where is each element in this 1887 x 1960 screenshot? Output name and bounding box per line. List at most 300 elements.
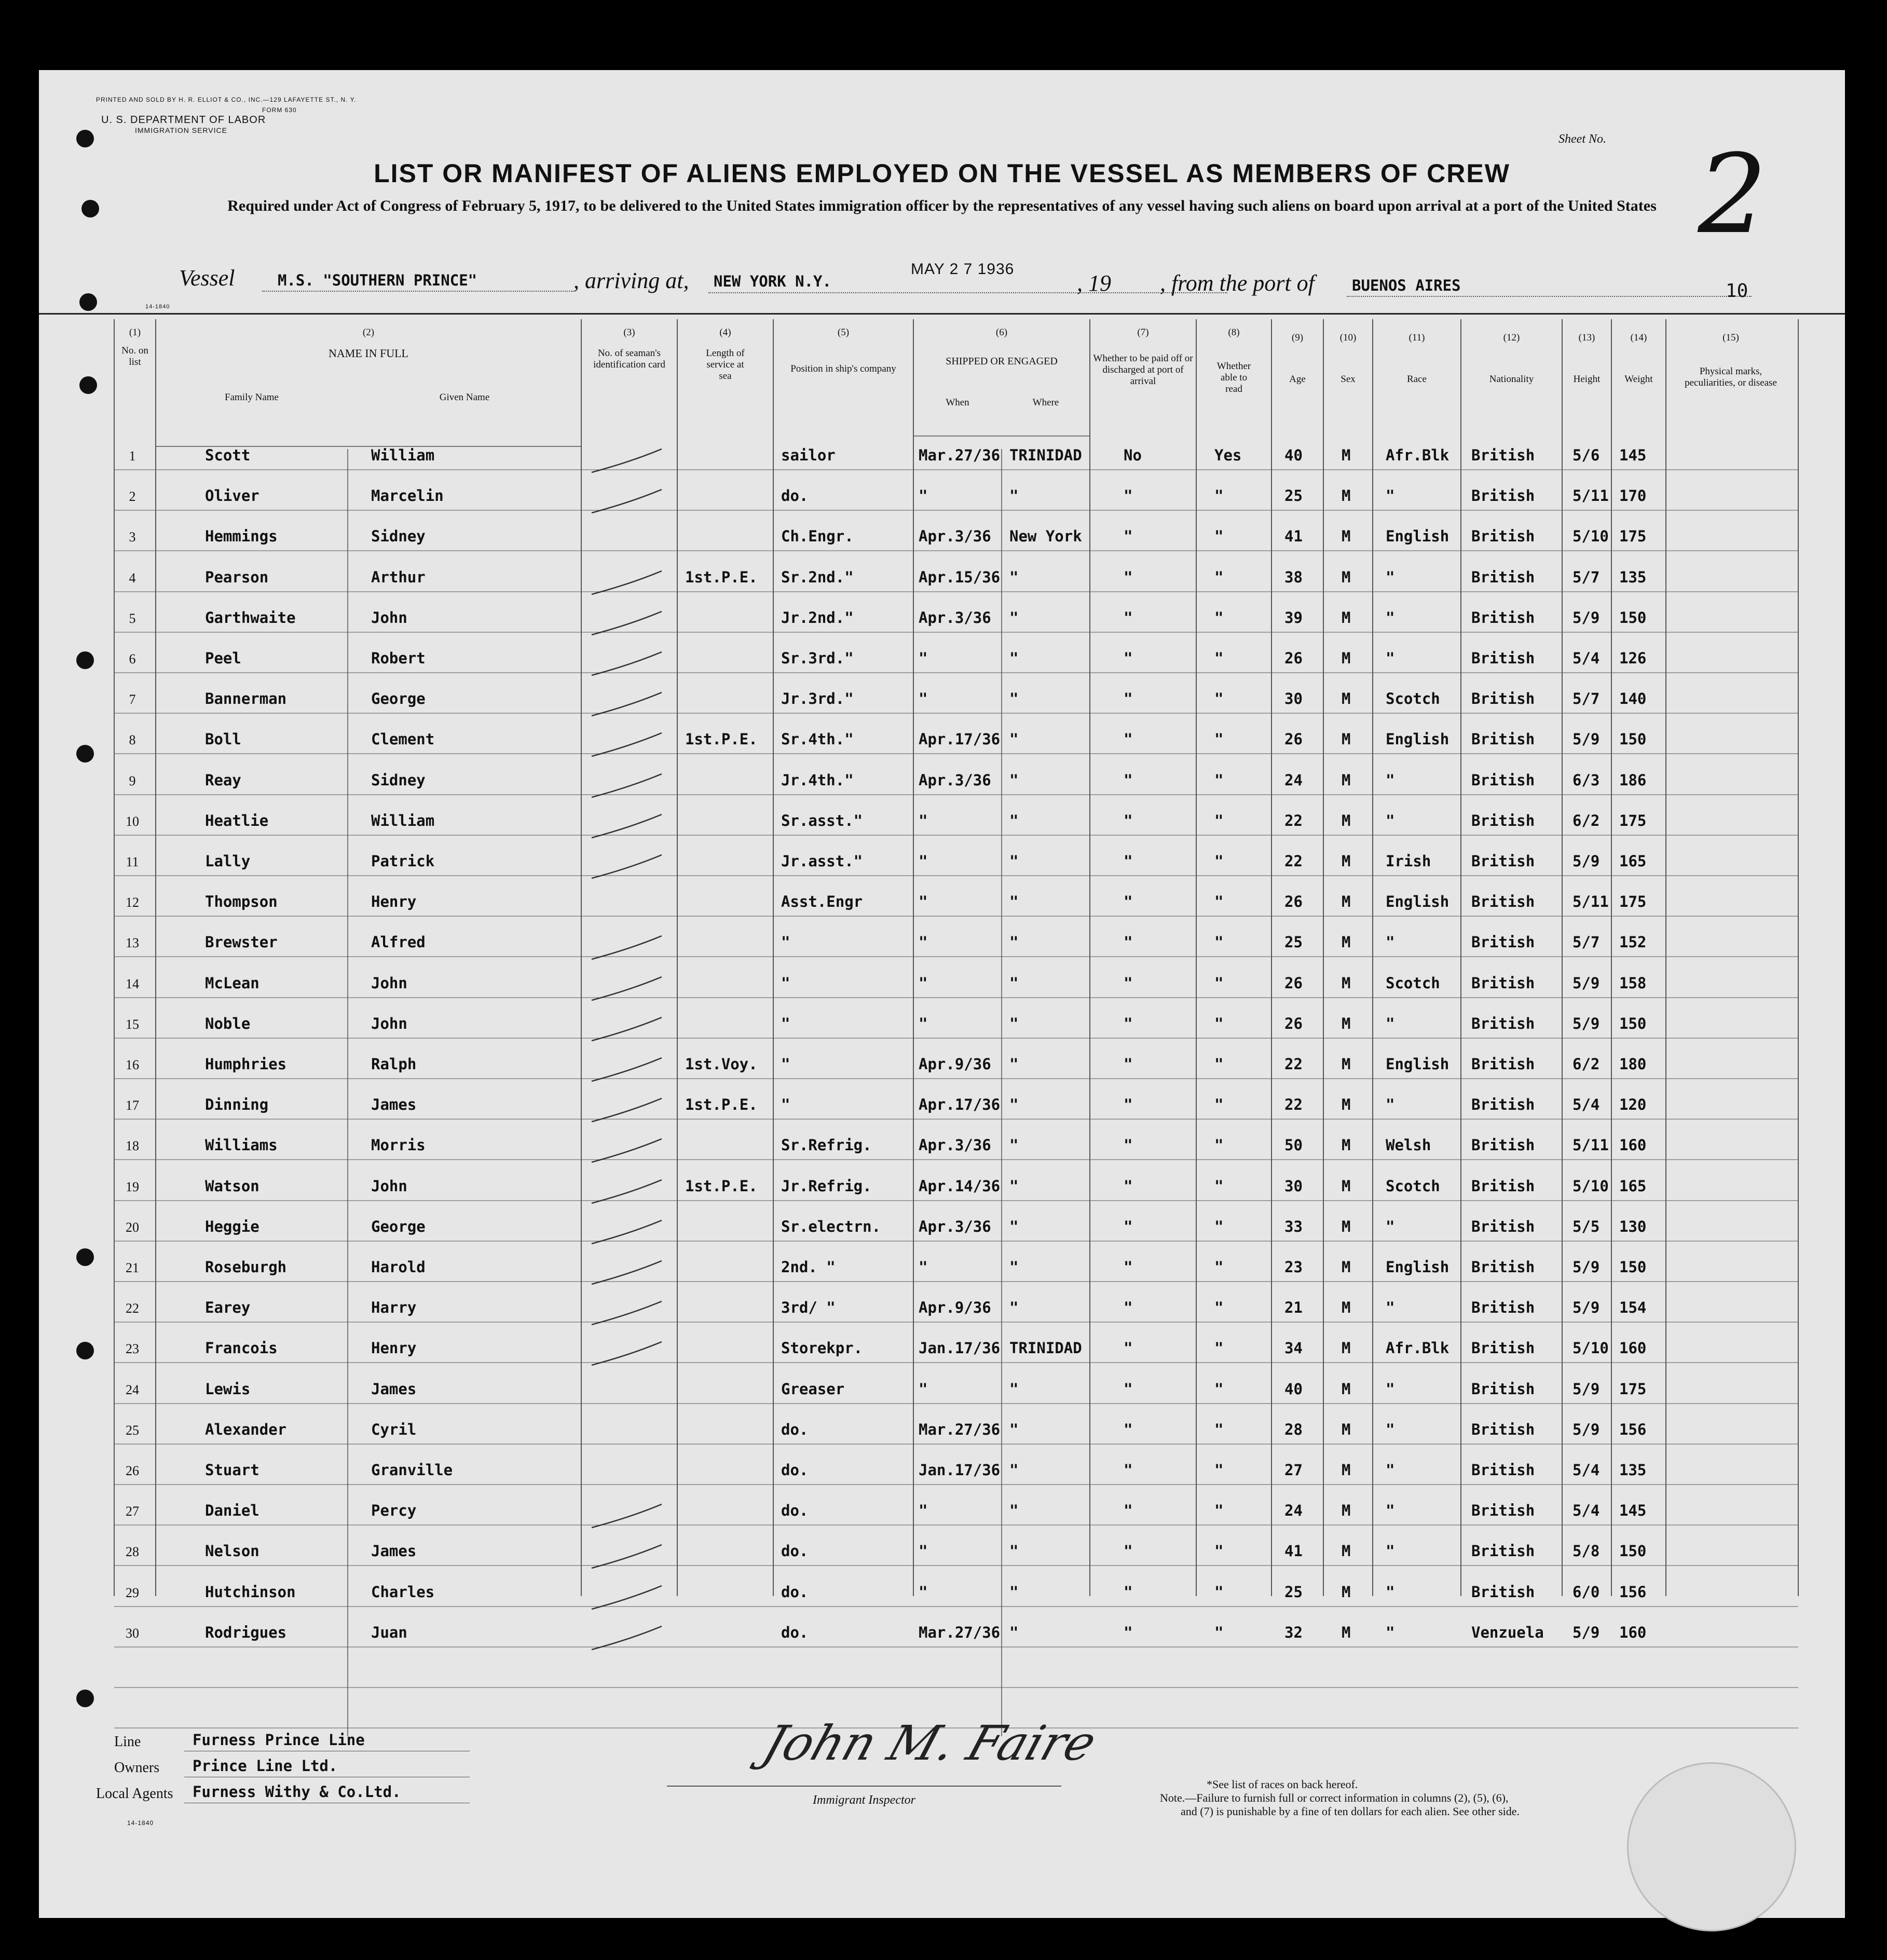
cell-weight: 150 xyxy=(1619,1015,1647,1032)
cell-paid: " xyxy=(1124,527,1133,545)
cell-height: 6/2 xyxy=(1572,812,1600,829)
cell-position: Sr.electrn. xyxy=(781,1218,881,1235)
cell-paid: " xyxy=(1124,487,1133,505)
cell-height: 5/4 xyxy=(1572,649,1600,667)
col13-header: Height xyxy=(1573,374,1601,385)
cell-sex: M xyxy=(1342,893,1351,910)
cell-when: " xyxy=(919,1015,928,1032)
cell-given: Robert xyxy=(371,649,426,667)
cell-read: " xyxy=(1214,1380,1224,1398)
cell-position: " xyxy=(781,933,790,951)
cell-where: TRINIDAD xyxy=(1009,446,1082,464)
cell-family: Pearson xyxy=(205,568,269,586)
cell-read: " xyxy=(1214,568,1224,586)
cell-age: 30 xyxy=(1284,1177,1303,1195)
cell-weight: 175 xyxy=(1619,893,1647,910)
cell-position: do. xyxy=(781,1583,809,1601)
row-number: 5 xyxy=(129,611,136,626)
cell-nat: British xyxy=(1471,487,1535,505)
cell-given: James xyxy=(371,1096,417,1113)
cell-position: do. xyxy=(781,1421,809,1438)
cell-race: " xyxy=(1386,487,1395,505)
cell-read: " xyxy=(1214,974,1224,992)
col14-header: Weight xyxy=(1624,374,1653,385)
cell-height: 6/2 xyxy=(1572,1055,1600,1073)
cell-nat: British xyxy=(1471,812,1535,829)
cell-weight: 135 xyxy=(1619,568,1647,586)
cell-given: Clement xyxy=(371,730,435,748)
cell-paid: " xyxy=(1124,812,1133,829)
signature-line xyxy=(667,1786,1061,1787)
cell-position: do. xyxy=(781,487,809,505)
cell-family: Oliver xyxy=(205,487,259,505)
cell-weight: 126 xyxy=(1619,649,1647,667)
shipping-line: Furness Prince Line xyxy=(193,1731,365,1749)
cell-where: " xyxy=(1009,568,1019,586)
col3-number: (3) xyxy=(623,327,635,338)
cell-age: 39 xyxy=(1284,609,1303,627)
col10-header: Sex xyxy=(1341,374,1356,385)
cell-paid: " xyxy=(1124,1136,1133,1154)
cell-paid: " xyxy=(1124,730,1133,748)
cell-height: 5/8 xyxy=(1572,1542,1600,1560)
cell-given: Percy xyxy=(371,1502,417,1519)
cell-paid: " xyxy=(1124,974,1133,992)
cell-where: New York xyxy=(1009,527,1082,545)
cell-when: " xyxy=(919,974,928,992)
departure-port: BUENOS AIRES xyxy=(1352,277,1461,294)
cell-given: John xyxy=(371,609,407,627)
cell-family: McLean xyxy=(205,974,259,992)
cell-weight: 135 xyxy=(1619,1461,1647,1479)
tick-stroke xyxy=(592,571,662,594)
row-number: 3 xyxy=(129,529,136,545)
cell-weight: 130 xyxy=(1619,1218,1647,1235)
row-number: 7 xyxy=(129,692,136,707)
col2-header: NAME IN FULL xyxy=(329,347,408,360)
cell-weight: 140 xyxy=(1619,690,1647,707)
embossed-seal xyxy=(1627,1762,1796,1931)
cell-read: " xyxy=(1214,1461,1224,1479)
cell-weight: 175 xyxy=(1619,812,1647,829)
cell-height: 5/4 xyxy=(1572,1096,1600,1113)
cell-race: English xyxy=(1386,893,1450,910)
cell-given: Sidney xyxy=(371,527,426,545)
cell-family: Alexander xyxy=(205,1421,287,1438)
cell-paid: " xyxy=(1124,893,1133,910)
cell-age: 22 xyxy=(1284,812,1303,829)
cell-given: George xyxy=(371,1218,426,1235)
cell-weight: 160 xyxy=(1619,1624,1647,1641)
cell-race: " xyxy=(1386,568,1395,586)
arrival-date-stamp: MAY 2 7 1936 xyxy=(911,261,1015,278)
cell-paid: " xyxy=(1124,1055,1133,1073)
cell-height: 5/4 xyxy=(1572,1502,1600,1519)
fine-note-2: and (7) is punishable by a fine of ten dollars for each alien. See other side. xyxy=(1181,1805,1520,1818)
col9-number: (9) xyxy=(1291,332,1304,343)
cell-given: Marcelin xyxy=(371,487,444,505)
cell-read: " xyxy=(1214,771,1224,789)
cell-position: Greaser xyxy=(781,1380,845,1398)
col6-header: SHIPPED OR ENGAGED xyxy=(946,356,1058,367)
cell-read: " xyxy=(1214,1096,1224,1113)
cell-weight: 145 xyxy=(1619,446,1647,464)
arrival-port: NEW YORK N.Y. xyxy=(714,273,831,290)
row-number: 15 xyxy=(126,1017,139,1032)
cell-when: " xyxy=(919,933,928,951)
cell-service: 1st.P.E. xyxy=(685,1177,758,1195)
cell-sex: M xyxy=(1342,1177,1351,1195)
cell-height: 5/7 xyxy=(1572,933,1600,951)
cell-given: Morris xyxy=(371,1136,426,1154)
cell-position: do. xyxy=(781,1461,809,1479)
cell-family: Roseburgh xyxy=(205,1258,287,1276)
cell-nat: British xyxy=(1471,852,1535,870)
cell-when: " xyxy=(919,1258,928,1276)
cell-where: " xyxy=(1009,893,1019,910)
cell-family: Hutchinson xyxy=(205,1583,296,1601)
cell-paid: " xyxy=(1124,690,1133,707)
row-number: 10 xyxy=(126,814,139,829)
cell-where: " xyxy=(1009,812,1019,829)
cell-weight: 165 xyxy=(1619,852,1647,870)
cell-given: Cyril xyxy=(371,1421,417,1438)
cell-where: " xyxy=(1009,974,1019,992)
cell-height: 6/0 xyxy=(1572,1583,1600,1601)
cell-family: Lewis xyxy=(205,1380,251,1398)
cell-read: Yes xyxy=(1214,446,1242,464)
cell-nat: British xyxy=(1471,1542,1535,1560)
service: IMMIGRATION SERVICE xyxy=(135,126,227,134)
row-number: 29 xyxy=(126,1585,139,1600)
cell-when: Apr.17/36 xyxy=(919,730,1001,748)
cell-position: Jr.Refrig. xyxy=(781,1177,872,1195)
cell-family: Williams xyxy=(205,1136,278,1154)
cell-sex: M xyxy=(1342,1421,1351,1438)
row-number: 9 xyxy=(129,773,136,788)
cell-when: Apr.15/36 xyxy=(919,568,1001,586)
cell-where: " xyxy=(1009,649,1019,667)
cell-race: " xyxy=(1386,812,1395,829)
tick-stroke xyxy=(592,1220,662,1244)
col2-family-header: Family Name xyxy=(225,392,279,403)
row-number: 28 xyxy=(126,1544,139,1559)
cell-service: 1st.P.E. xyxy=(685,1096,758,1113)
cell-position: " xyxy=(781,1055,790,1073)
row-number: 19 xyxy=(126,1179,139,1194)
cell-sex: M xyxy=(1342,730,1351,748)
cell-nat: British xyxy=(1471,1258,1535,1276)
row-number: 4 xyxy=(129,570,136,586)
cell-family: Earey xyxy=(205,1299,251,1316)
col5-header: Position in ship's company xyxy=(790,363,896,374)
cell-weight: 120 xyxy=(1619,1096,1647,1113)
tick-stroke xyxy=(592,1139,662,1162)
cell-paid: " xyxy=(1124,1380,1133,1398)
cell-when: Jan.17/36 xyxy=(919,1461,1001,1479)
from-dots xyxy=(1347,296,1752,297)
col11-number: (11) xyxy=(1409,332,1425,343)
col10-number: (10) xyxy=(1339,332,1357,343)
tick-stroke xyxy=(592,1342,662,1365)
cell-paid: " xyxy=(1124,1299,1133,1316)
cell-weight: 156 xyxy=(1619,1421,1647,1438)
cell-height: 5/9 xyxy=(1572,852,1600,870)
cell-nat: British xyxy=(1471,974,1535,992)
cell-race: " xyxy=(1386,1218,1395,1235)
page-subtitle: Required under Act of Congress of February 5, 1917, to be delivered to the United States immigration officer by the representatives of any vessel having such aliens on board upon arrival at a port of the United States xyxy=(227,197,1657,214)
col6-when-header: When xyxy=(946,397,969,408)
cell-paid: " xyxy=(1124,852,1133,870)
cell-when: " xyxy=(919,1502,928,1519)
tick-stroke xyxy=(592,611,662,635)
cell-height: 5/7 xyxy=(1572,690,1600,707)
cell-read: " xyxy=(1214,1015,1224,1032)
tick-stroke xyxy=(592,449,662,472)
punch-hole xyxy=(76,130,94,147)
cell-where: " xyxy=(1009,771,1019,789)
form-number: FORM 630 xyxy=(262,106,297,114)
cell-where: " xyxy=(1009,1258,1019,1276)
cell-height: 5/7 xyxy=(1572,568,1600,586)
cell-height: 5/9 xyxy=(1572,1421,1600,1438)
row-number: 26 xyxy=(126,1463,139,1478)
cell-family: Humphries xyxy=(205,1055,287,1073)
cell-position: Storekpr. xyxy=(781,1339,863,1357)
tick-stroke xyxy=(592,1626,662,1650)
cell-height: 6/3 xyxy=(1572,771,1600,789)
cell-when: Apr.3/36 xyxy=(919,527,991,545)
cell-race: " xyxy=(1386,609,1395,627)
cell-race: " xyxy=(1386,1624,1395,1641)
row-number: 17 xyxy=(126,1098,139,1113)
cell-race: " xyxy=(1386,1299,1395,1316)
cell-weight: 145 xyxy=(1619,1502,1647,1519)
cell-sex: M xyxy=(1342,1218,1351,1235)
col2-number: (2) xyxy=(362,327,375,338)
cell-when: " xyxy=(919,1380,928,1398)
cell-where: " xyxy=(1009,1096,1019,1113)
cell-age: 41 xyxy=(1284,527,1303,545)
cell-weight: 175 xyxy=(1619,527,1647,545)
cell-family: Daniel xyxy=(205,1502,259,1519)
cell-read: " xyxy=(1214,1421,1224,1438)
cell-weight: 175 xyxy=(1619,1380,1647,1398)
tick-stroke xyxy=(592,692,662,716)
cell-height: 5/11 xyxy=(1572,487,1609,505)
row-number: 22 xyxy=(126,1301,139,1316)
cell-nat: British xyxy=(1471,1421,1535,1438)
cell-nat: British xyxy=(1471,1177,1535,1195)
cell-race: " xyxy=(1386,649,1395,667)
cell-service: 1st.P.E. xyxy=(685,568,758,586)
cell-weight: 150 xyxy=(1619,609,1647,627)
cell-read: " xyxy=(1214,1258,1224,1276)
sheet-number: 2 xyxy=(1698,131,1767,258)
cell-sex: M xyxy=(1342,1015,1351,1032)
cell-height: 5/4 xyxy=(1572,1461,1600,1479)
cell-age: 26 xyxy=(1284,893,1303,910)
cell-read: " xyxy=(1214,1502,1224,1519)
cell-position: Sr.2nd." xyxy=(781,568,854,586)
cell-given: Henry xyxy=(371,893,417,910)
cell-paid: " xyxy=(1124,1583,1133,1601)
cell-sex: M xyxy=(1342,1583,1351,1601)
cell-sex: M xyxy=(1342,771,1351,789)
cell-where: " xyxy=(1009,1136,1019,1154)
cell-position: Asst.Engr xyxy=(781,893,863,910)
col3-header: No. of seaman's identification card xyxy=(593,348,665,370)
cell-given: Harold xyxy=(371,1258,426,1276)
cell-paid: " xyxy=(1124,1461,1133,1479)
cell-when: " xyxy=(919,812,928,829)
cell-position: 2nd. " xyxy=(781,1258,836,1276)
cell-family: Nelson xyxy=(205,1542,259,1560)
cell-where: " xyxy=(1009,1421,1019,1438)
col4-header: Length of service at sea xyxy=(706,348,745,382)
punch-hole xyxy=(79,293,97,311)
cell-where: " xyxy=(1009,1380,1019,1398)
cell-height: 5/6 xyxy=(1572,446,1600,464)
cell-age: 26 xyxy=(1284,974,1303,992)
cell-height: 5/10 xyxy=(1572,1177,1609,1195)
cell-where: " xyxy=(1009,1299,1019,1316)
header-rule xyxy=(39,313,1845,315)
port-dots xyxy=(708,292,1227,293)
cell-when: " xyxy=(919,690,928,707)
cell-position: Sr.3rd." xyxy=(781,649,854,667)
cell-height: 5/9 xyxy=(1572,1015,1600,1032)
cell-sex: M xyxy=(1342,487,1351,505)
cell-read: " xyxy=(1214,1624,1224,1641)
tick-stroke xyxy=(592,1058,662,1081)
cell-where: " xyxy=(1009,1542,1019,1560)
cell-age: 34 xyxy=(1284,1339,1303,1357)
cell-position: 3rd/ " xyxy=(781,1299,836,1316)
col6-where-header: Where xyxy=(1032,397,1059,408)
cell-weight: 186 xyxy=(1619,771,1647,789)
cell-read: " xyxy=(1214,893,1224,910)
cell-age: 25 xyxy=(1284,1583,1303,1601)
cell-where: " xyxy=(1009,1461,1019,1479)
row-number: 6 xyxy=(129,651,136,666)
cell-paid: " xyxy=(1124,1096,1133,1113)
cell-position: Jr.asst." xyxy=(781,852,863,870)
cell-race: " xyxy=(1386,1542,1395,1560)
cell-age: 26 xyxy=(1284,649,1303,667)
cell-height: 5/9 xyxy=(1572,1299,1600,1316)
page-title: LIST OR MANIFEST OF ALIENS EMPLOYED ON THE VESSEL AS MEMBERS OF CREW xyxy=(374,159,1510,188)
cell-sex: M xyxy=(1342,1339,1351,1357)
cell-position: sailor xyxy=(781,446,836,464)
cell-race: " xyxy=(1386,1015,1395,1032)
cell-race: English xyxy=(1386,527,1450,545)
line-label: Line xyxy=(114,1734,141,1750)
tick-stroke xyxy=(592,814,662,838)
cell-height: 5/10 xyxy=(1572,1339,1609,1357)
cell-family: Boll xyxy=(205,730,241,748)
cell-height: 5/11 xyxy=(1572,893,1609,910)
col1-header: No. on list xyxy=(121,345,148,367)
row-number: 13 xyxy=(126,935,139,950)
cell-height: 5/9 xyxy=(1572,1258,1600,1276)
inspector-signature: John M. Faire xyxy=(756,1716,1103,1771)
cell-nat: British xyxy=(1471,527,1535,545)
col2-given-header: Given Name xyxy=(439,392,490,403)
tick-stroke xyxy=(592,774,662,797)
tick-stroke xyxy=(592,855,662,878)
cell-family: Francois xyxy=(205,1339,278,1357)
cell-sex: M xyxy=(1342,1624,1351,1641)
cell-given: Granville xyxy=(371,1461,453,1479)
cell-height: 5/11 xyxy=(1572,1136,1609,1154)
cell-family: Noble xyxy=(205,1015,251,1032)
from-port-label: , from the port of xyxy=(1160,270,1315,296)
col8-number: (8) xyxy=(1228,327,1240,338)
cell-nat: British xyxy=(1471,609,1535,627)
cell-race: English xyxy=(1386,1258,1450,1276)
cell-read: " xyxy=(1214,690,1224,707)
cell-where: " xyxy=(1009,1015,1019,1032)
cell-when: Apr.3/36 xyxy=(919,1136,991,1154)
row-number: 16 xyxy=(126,1057,139,1072)
tick-stroke xyxy=(592,936,662,959)
cell-nat: British xyxy=(1471,1461,1535,1479)
cell-age: 24 xyxy=(1284,1502,1303,1519)
vessel-label: Vessel xyxy=(179,265,235,291)
cell-sex: M xyxy=(1342,1055,1351,1073)
cell-given: Patrick xyxy=(371,852,435,870)
cell-age: 25 xyxy=(1284,487,1303,505)
col7-number: (7) xyxy=(1137,327,1149,338)
cell-race: " xyxy=(1386,771,1395,789)
cell-sex: M xyxy=(1342,974,1351,992)
row-number: 25 xyxy=(126,1423,139,1438)
cell-nat: British xyxy=(1471,1502,1535,1519)
cell-race: " xyxy=(1386,1583,1395,1601)
col5-number: (5) xyxy=(837,327,850,338)
cell-given: Sidney xyxy=(371,771,426,789)
cell-where: " xyxy=(1009,1583,1019,1601)
cell-position: Ch.Engr. xyxy=(781,527,854,545)
col12-number: (12) xyxy=(1503,332,1520,343)
page-code: 10 xyxy=(1726,280,1748,302)
cell-service: 1st.Voy. xyxy=(685,1055,758,1073)
row-number: 24 xyxy=(126,1382,139,1397)
cell-paid: " xyxy=(1124,1542,1133,1560)
cell-nat: British xyxy=(1471,1096,1535,1113)
cell-when: " xyxy=(919,487,928,505)
cell-position: " xyxy=(781,1015,790,1032)
cell-given: Alfred xyxy=(371,933,426,951)
cell-family: Reay xyxy=(205,771,241,789)
vessel-name: M.S. "SOUTHERN PRINCE" xyxy=(278,271,477,289)
col11-header: Race xyxy=(1407,374,1427,385)
cell-nat: British xyxy=(1471,446,1535,464)
cell-read: " xyxy=(1214,609,1224,627)
cell-given: William xyxy=(371,812,435,829)
cell-race: Irish xyxy=(1386,852,1431,870)
cell-position: Jr.2nd." xyxy=(781,609,854,627)
cell-paid: " xyxy=(1124,933,1133,951)
cell-sex: M xyxy=(1342,1096,1351,1113)
cell-age: 26 xyxy=(1284,1015,1303,1032)
cell-weight: 158 xyxy=(1619,974,1647,992)
tick-stroke xyxy=(592,1545,662,1568)
cell-race: Welsh xyxy=(1386,1136,1431,1154)
cell-race: " xyxy=(1386,1380,1395,1398)
cell-family: Garthwaite xyxy=(205,609,296,627)
